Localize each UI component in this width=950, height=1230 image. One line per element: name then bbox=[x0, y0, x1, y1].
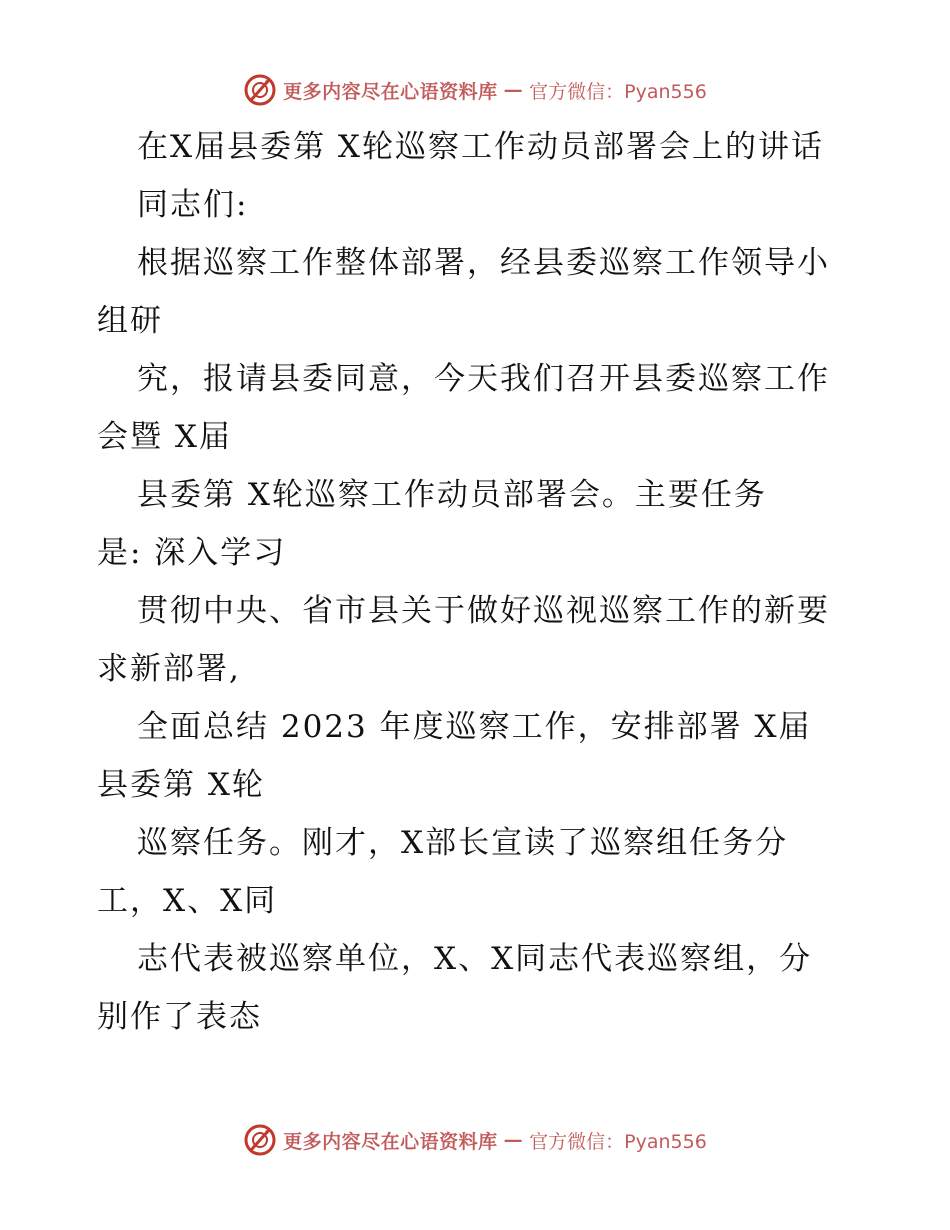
text-line: 根据巡察工作整体部署，经县委巡察工作领导小 bbox=[137, 245, 830, 281]
text-line: 贯彻中央、省市县关于做好巡视巡察工作的新要 bbox=[137, 593, 830, 629]
watermark-wechat: 官方微信：Pyan556 bbox=[529, 80, 707, 103]
logo-icon bbox=[243, 1123, 277, 1157]
text-line: 组研 bbox=[97, 303, 163, 339]
text-line: 县委第 X轮 bbox=[97, 767, 265, 803]
text-line: 别作了表态 bbox=[97, 999, 262, 1035]
text-line: 志代表被巡察单位，X、X同志代表巡察组，分 bbox=[137, 941, 813, 977]
header-watermark bbox=[0, 70, 950, 110]
text-line: 全面总结 2023 年度巡察工作，安排部署 X届 bbox=[137, 709, 812, 745]
watermark-slogan: 更多内容尽在心语资料库 bbox=[283, 1130, 498, 1153]
text-line: 求新部署, bbox=[97, 651, 241, 687]
text-line: 是: 深入学习 bbox=[97, 535, 287, 571]
watermark-dash: — bbox=[503, 79, 524, 101]
text-line: 会暨 X届 bbox=[97, 419, 232, 455]
watermark-dash: — bbox=[503, 1129, 524, 1151]
text-line: 究，报请县委同意，今天我们召开县委巡察工作 bbox=[137, 361, 830, 397]
text-line: 同志们: bbox=[137, 187, 249, 223]
text-line: 工，X、X同 bbox=[97, 883, 278, 919]
document-body bbox=[97, 118, 887, 1046]
watermark-slogan: 更多内容尽在心语资料库 bbox=[283, 80, 498, 103]
logo-icon bbox=[243, 73, 277, 107]
watermark-wechat: 官方微信：Pyan556 bbox=[529, 1130, 707, 1153]
text-line: 巡察任务。刚才，X部长宣读了巡察组任务分 bbox=[137, 825, 789, 861]
text-line: 县委第 X轮巡察工作动员部署会。主要任务 bbox=[137, 477, 767, 513]
footer-watermark bbox=[0, 1120, 950, 1160]
text-line: 在X届县委第 X轮巡察工作动员部署会上的讲话 bbox=[137, 129, 824, 165]
